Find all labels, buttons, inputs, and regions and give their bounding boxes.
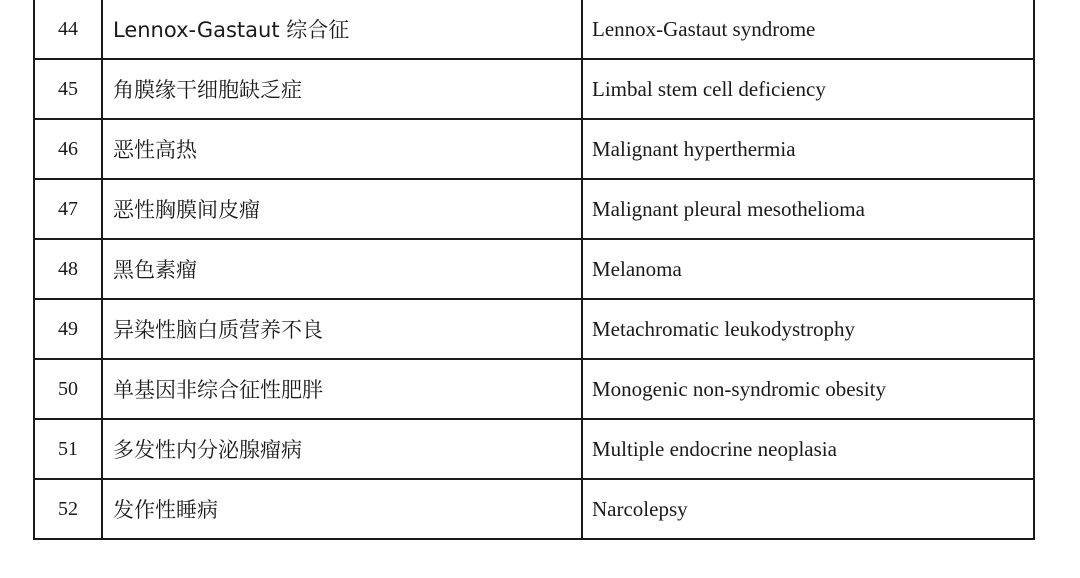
row-number: 48	[34, 239, 102, 299]
english-name: Multiple endocrine neoplasia	[582, 419, 1034, 479]
row-number: 47	[34, 179, 102, 239]
chinese-name: 恶性高热	[102, 119, 582, 179]
english-name: Malignant hyperthermia	[582, 119, 1034, 179]
row-number: 50	[34, 359, 102, 419]
chinese-name: 异染性脑白质营养不良	[102, 299, 582, 359]
chinese-name: 角膜缘干细胞缺乏症	[102, 59, 582, 119]
row-number: 52	[34, 479, 102, 539]
table-row	[34, 0, 1034, 59]
row-number: 46	[34, 119, 102, 179]
chinese-name: 单基因非综合征性肥胖	[102, 359, 582, 419]
table-row	[34, 119, 1034, 179]
english-name: Narcolepsy	[582, 479, 1034, 539]
chinese-name: 恶性胸膜间皮瘤	[102, 179, 582, 239]
english-name: Monogenic non-syndromic obesity	[582, 359, 1034, 419]
table-row	[34, 179, 1034, 239]
english-name: Lennox-Gastaut syndrome	[582, 0, 1034, 59]
table-row	[34, 59, 1034, 119]
table-row	[34, 299, 1034, 359]
chinese-name: Lennox-Gastaut 综合征	[102, 0, 582, 59]
row-number: 51	[34, 419, 102, 479]
table-body	[34, 0, 1034, 539]
table-row	[34, 479, 1034, 539]
english-name: Melanoma	[582, 239, 1034, 299]
table-row	[34, 419, 1034, 479]
row-number: 45	[34, 59, 102, 119]
english-name: Malignant pleural mesothelioma	[582, 179, 1034, 239]
table-row	[34, 239, 1034, 299]
english-name: Metachromatic leukodystrophy	[582, 299, 1034, 359]
chinese-name: 发作性睡病	[102, 479, 582, 539]
row-number: 44	[34, 0, 102, 59]
rare-disease-table	[33, 0, 1035, 540]
table-row	[34, 359, 1034, 419]
row-number: 49	[34, 299, 102, 359]
english-name: Limbal stem cell deficiency	[582, 59, 1034, 119]
chinese-name: 黑色素瘤	[102, 239, 582, 299]
chinese-name: 多发性内分泌腺瘤病	[102, 419, 582, 479]
